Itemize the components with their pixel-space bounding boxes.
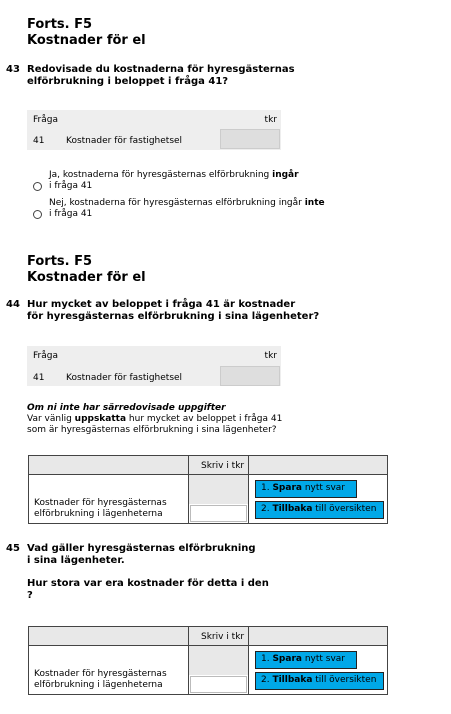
- back-button-rest: till översikten: [312, 504, 377, 514]
- ref-header-question: Fråga: [33, 115, 58, 125]
- answer-input[interactable]: [190, 505, 247, 522]
- table-row-label: [34, 669, 167, 691]
- save-button[interactable]: [255, 480, 357, 498]
- question-number: 44: [6, 299, 20, 310]
- save-button-rest: nytt svar: [301, 654, 346, 664]
- note-text: [27, 414, 282, 436]
- table-col-header: Skriv i tkr: [201, 632, 245, 642]
- ref-row-label: Kostnader för fastighetsel: [66, 136, 183, 146]
- section-title-line1: Forts. F5: [27, 254, 93, 269]
- note-post: hur mycket av beloppet i fråga 41: [126, 414, 283, 424]
- option-no-bold: inte: [304, 198, 325, 208]
- option-no-radio[interactable]: [33, 210, 42, 219]
- option-yes-text: Ja, kostnaderna för hyresgästernas elförbrukning: [49, 170, 273, 180]
- option-no-label[interactable]: [49, 198, 325, 220]
- question-subtext-line2: ?: [27, 590, 33, 601]
- save-button[interactable]: [255, 651, 357, 669]
- ref-row-number: 41: [33, 136, 45, 146]
- back-button-rest: till översikten: [312, 675, 377, 685]
- option-yes-label[interactable]: [49, 170, 299, 192]
- back-button-bold: Tillbaka: [272, 675, 313, 685]
- save-button-num: 1.: [261, 654, 273, 664]
- back-button-num: 2.: [261, 675, 273, 685]
- save-button-bold: Spara: [272, 483, 302, 493]
- question-text-line1: Vad gäller hyresgästernas elförbrukning: [27, 543, 256, 554]
- reference-box: [27, 110, 281, 150]
- question-text-line2: elförbrukning i beloppet i fråga 41?: [27, 76, 229, 87]
- question-number: 45: [6, 543, 20, 554]
- section-title: [27, 254, 146, 286]
- ref-row-number: 41: [33, 373, 45, 383]
- question-subtext-line1: Hur stora var era kostnader för detta i den: [27, 578, 269, 589]
- note-pre: Var vänlig: [27, 414, 75, 424]
- section-title-line1: Forts. F5: [27, 17, 93, 32]
- note-title: Om ni inte har särredovisade uppgifter: [27, 403, 226, 413]
- question-text: [27, 299, 319, 323]
- note-line2: som är hyresgästernas elförbrukning i sina lägenheter?: [27, 425, 277, 435]
- note-bold: uppskatta: [74, 414, 127, 424]
- save-button-rest: nytt svar: [301, 483, 346, 493]
- ref-value-field: [220, 129, 280, 149]
- section-title: [27, 17, 146, 49]
- table-field-area: [189, 646, 248, 675]
- table-divider: [248, 627, 249, 694]
- table-row-label-line1: Kostnader för hyresgästernas: [34, 498, 167, 508]
- section-title-line2: Kostnader för el: [27, 33, 146, 48]
- reference-box: [27, 346, 281, 386]
- table-row-label-line2: elförbrukning i lägenheterna: [34, 680, 163, 690]
- question-text-line2: för hyresgästernas elförbrukning i sina lägenheter?: [27, 311, 320, 322]
- table-row-label: [34, 498, 167, 520]
- option-yes-line2: i fråga 41: [49, 181, 93, 191]
- answer-table: [28, 455, 388, 524]
- option-yes-radio[interactable]: [33, 182, 42, 191]
- section-title-line2: Kostnader för el: [27, 270, 146, 285]
- option-yes-bold: ingår: [272, 170, 299, 180]
- option-no-line2: i fråga 41: [49, 209, 93, 219]
- ref-header-unit: tkr: [264, 115, 277, 125]
- answer-table: [28, 626, 388, 695]
- question-text: [27, 543, 256, 567]
- ref-header-unit: tkr: [264, 351, 277, 361]
- ref-header-question: Fråga: [33, 351, 58, 361]
- table-row-label-line1: Kostnader för hyresgästernas: [34, 669, 167, 679]
- back-button-bold: Tillbaka: [272, 504, 313, 514]
- answer-input[interactable]: [190, 676, 247, 693]
- question-subtext: [27, 578, 269, 602]
- save-button-bold: Spara: [272, 654, 302, 664]
- table-col-header: Skriv i tkr: [201, 461, 245, 471]
- question-text-line2: i sina lägenheter.: [27, 555, 125, 566]
- question-number: 43: [6, 64, 20, 75]
- question-text-line1: Redovisade du kostnaderna för hyresgästernas: [27, 64, 295, 75]
- back-button[interactable]: [255, 672, 384, 690]
- save-button-num: 1.: [261, 483, 273, 493]
- back-button[interactable]: [255, 501, 384, 519]
- option-no-text: Nej, kostnaderna för hyresgästernas elförbrukning ingår: [49, 198, 305, 208]
- back-button-num: 2.: [261, 504, 273, 514]
- question-text-line1: Hur mycket av beloppet i fråga 41 är kostnader: [27, 299, 296, 310]
- table-row-label-line2: elförbrukning i lägenheterna: [34, 509, 163, 519]
- table-field-area: [189, 475, 248, 504]
- ref-row-label: Kostnader för fastighetsel: [66, 373, 183, 383]
- ref-value-field: [220, 366, 280, 386]
- question-text: [27, 64, 295, 88]
- table-divider: [248, 456, 249, 523]
